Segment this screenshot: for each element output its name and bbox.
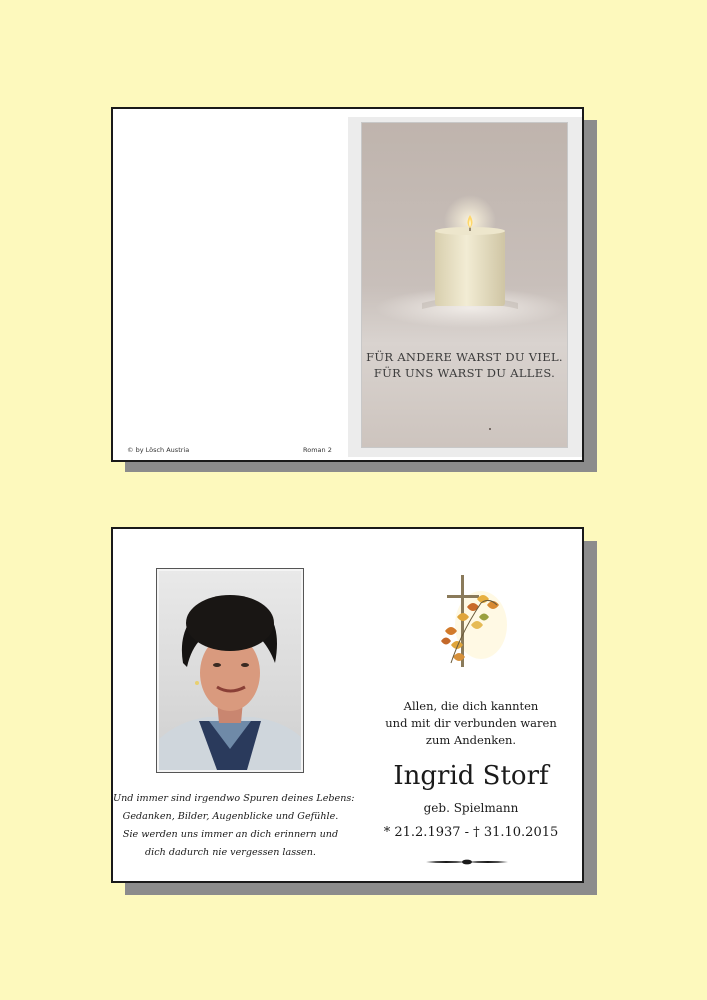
divider-ornament-icon — [426, 851, 508, 870]
birth-name: geb. Spielmann — [423, 801, 519, 815]
quote-line-1: FÜR ANDERE WARST DU VIEL. — [366, 350, 563, 364]
verse-line-3: Sie werden uns immer an dich erinnern und — [122, 829, 339, 840]
life-dates: * 21.2.1937 - † 31.10.2015 — [383, 825, 559, 840]
verse-line-4: dich dadurch nie vergessen lassen. — [145, 847, 316, 858]
intro-line-2: und mit dir verbunden waren — [385, 716, 557, 730]
candle-image — [361, 122, 568, 448]
intro-line-1: Allen, die dich kannten — [403, 699, 539, 713]
copyright-text: © by Lösch Austria — [127, 446, 190, 454]
verse-line-1: Und immer sind irgendwo Spuren deines Lebens: — [113, 793, 355, 804]
deceased-name: Ingrid Storf — [393, 761, 549, 791]
quote-line-2: FÜR UNS WARST DU ALLES. — [373, 366, 556, 380]
verse-line-2: Gedanken, Bilder, Augenblicke und Gefühle. — [122, 811, 339, 822]
portrait-photo — [156, 568, 304, 773]
cross-with-autumn-leaves-icon — [431, 573, 511, 677]
front-card — [111, 107, 584, 462]
candle-photo-frame — [348, 117, 582, 457]
inside-card — [111, 527, 584, 883]
model-label: Roman 2 — [303, 446, 332, 454]
intro-line-3: zum Andenken. — [425, 733, 517, 747]
